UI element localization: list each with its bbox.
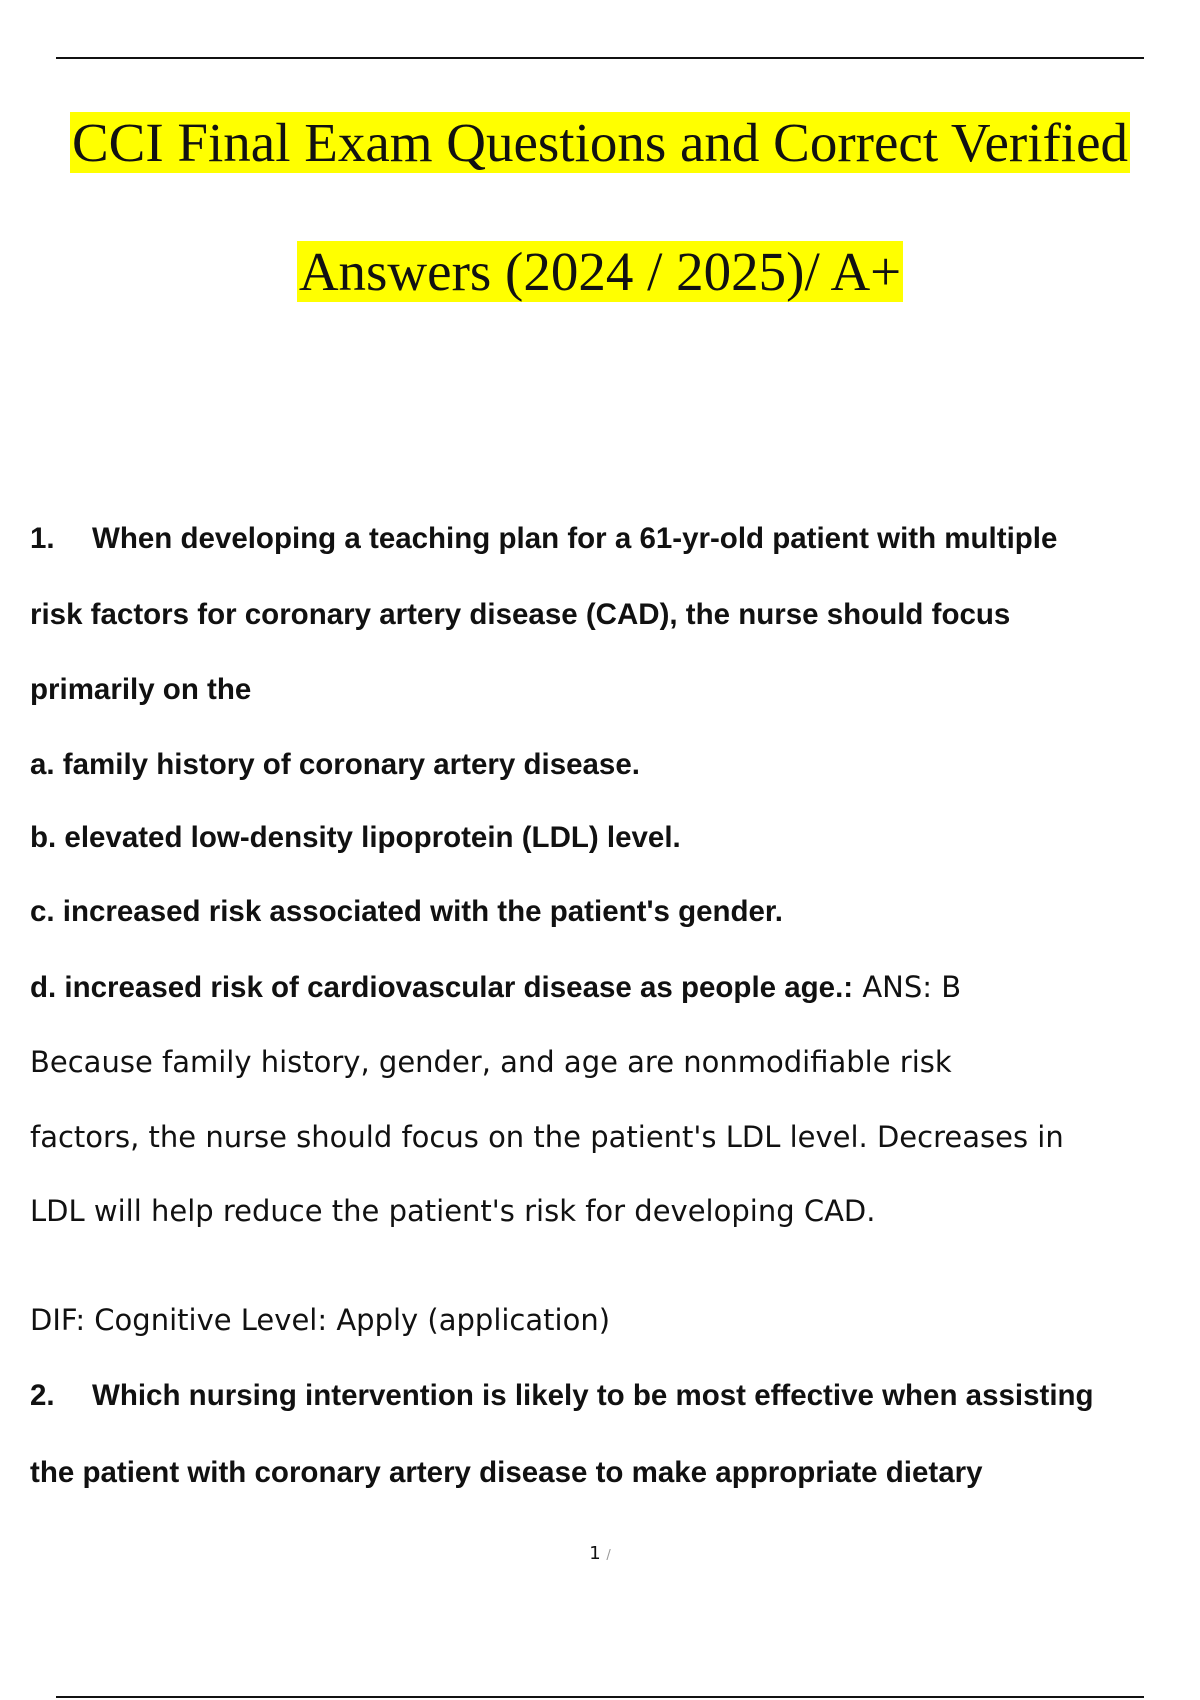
title-highlight-2: Answers (2024 / 2025)/ A+	[298, 241, 902, 302]
question-1-rationale-line-2: factors, the nurse should focus on the patient's LDL level. Decreases in	[30, 1120, 1064, 1154]
question-1-stem-line-2: risk factors for coronary artery disease (CAD), the nurse should focus	[30, 598, 1011, 631]
title-highlight-1: CCI Final Exam Questions and Correct Verified	[71, 112, 1128, 173]
question-1-option-d	[30, 969, 961, 1006]
question-1-number: 1.	[30, 522, 55, 555]
top-rule	[56, 57, 1144, 59]
question-1-rationale-line-3: LDL will help reduce the patient's risk for developing CAD.	[30, 1194, 876, 1228]
question-1-stem-text-1: When developing a teaching plan for a 61-yr-old patient with multiple	[92, 522, 1058, 555]
bottom-rule	[56, 1696, 1144, 1698]
question-2-stem-text-1: Which nursing intervention is likely to be most effective when assisting	[92, 1379, 1094, 1412]
question-1-answer: ANS: B	[853, 970, 962, 1004]
page-number	[0, 1543, 1200, 1564]
question-2-number: 2.	[30, 1379, 55, 1412]
document-title-line-2	[0, 240, 1200, 304]
question-1-option-d-text: d. increased risk of cardiovascular disease as people age.:	[30, 971, 854, 1004]
question-1-option-a: a. family history of coronary artery disease.	[30, 748, 640, 781]
question-1-option-b: b. elevated low-density lipoprotein (LDL) level.	[30, 821, 681, 854]
question-1-rationale-line-1: Because family history, gender, and age are nonmodifiable risk	[30, 1045, 952, 1079]
page-number-separator: /	[606, 1548, 611, 1563]
question-1-option-c: c. increased risk associated with the patient's gender.	[30, 895, 783, 928]
question-1-stem-line-3: primarily on the	[30, 673, 252, 706]
question-2-stem-line-2: the patient with coronary artery disease to make appropriate dietary	[30, 1456, 983, 1489]
question-2-stem-line-1	[30, 1378, 1094, 1414]
question-1-stem-line-1	[30, 521, 1057, 557]
document-title-line-1	[0, 111, 1200, 175]
question-1-difficulty: DIF: Cognitive Level: Apply (application)	[30, 1303, 611, 1337]
page-number-value: 1	[589, 1543, 601, 1564]
